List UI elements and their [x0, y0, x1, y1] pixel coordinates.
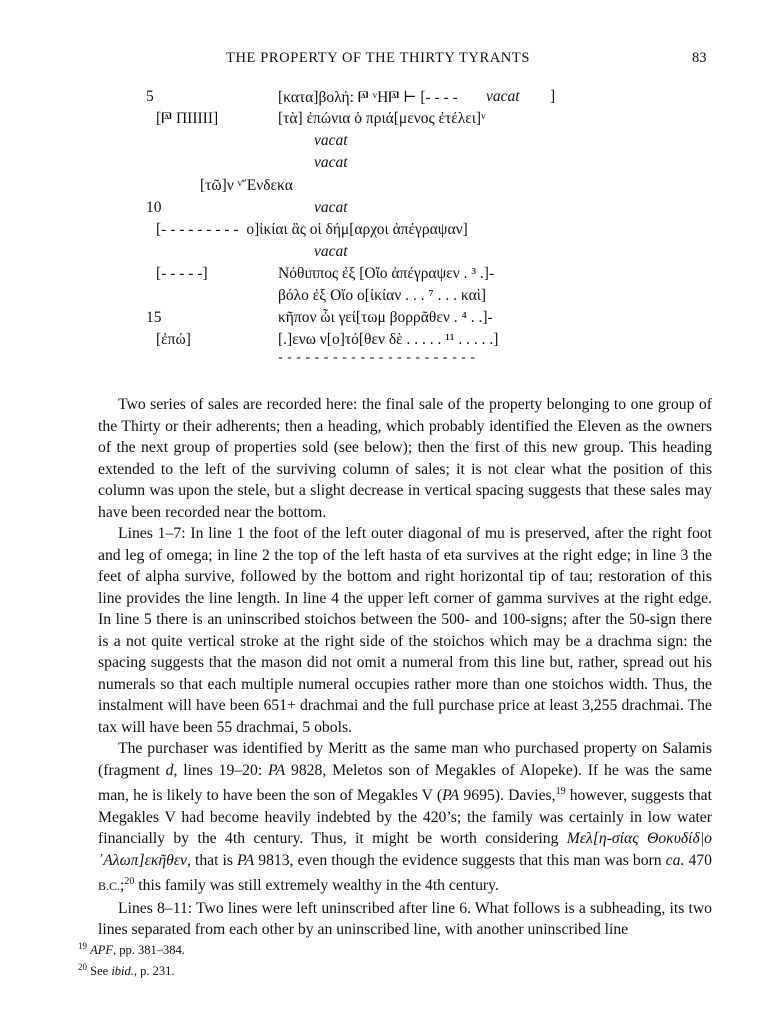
footnotes [78, 938, 678, 980]
line-text: [τὰ] ἐπώνια ὁ πριά[μενος ἐτέλει]ᵛ [278, 110, 486, 127]
running-title: THE PROPERTY OF THE THIRTY TYRANTS [226, 50, 530, 66]
inscription-line-10 [0, 199, 777, 221]
footnote-20: $^{20}$ See ibid., p. 231. [78, 962, 175, 979]
line-text: βόλο ἐξ Οἴο ο[ἰκίαν . . . ⁷ . . . καὶ] [278, 287, 487, 304]
inscription-line-15 [0, 309, 777, 331]
dashed-break-line: - - - - - - - - - - - - - - - - - - - - - - [278, 350, 476, 365]
inscription-text [0, 88, 777, 378]
vacat-mark: vacat [486, 88, 520, 105]
page-number: 83 [692, 50, 707, 66]
marginal-bracket: [- - - - -] [156, 265, 208, 282]
closing-bracket: ] [550, 88, 556, 105]
paragraph: Lines 1–7: In line 1 the foot of the left outer diagonal of mu is preserved, after the right foot and leg of omega; in line 2 the top of the left hasta of eta survives at the right edge; in line 3 the feet of alpha survive, followed by the bottom and right horizontal tip of tau; restoration of this line provides the line length. In line 4 the upper left corner of gamma survives at the right edge. In line 5 there is an uninscribed stoichos between the 500- and 100-signs; after the 50-sign there is a not quite vertical stroke at the right side of the stoichos which may be a drachma sign: the spacing suggests that the mason did not omit a numeral from this line but, rather, spread out his numerals so that each multiple numeral occupies rather more than one stoichos width. Thus, the instalment will have been 651+ drachmai and the full purchase price at least 3,255 drachmai. The tax will have been 55 drachmai, 5 obols. [98, 525, 712, 736]
vacat-mark: vacat [314, 154, 348, 171]
inscription-line-7 [0, 132, 777, 154]
inscription-line-13 [0, 265, 777, 287]
inscription-line-11 [0, 221, 777, 243]
vacat-mark: vacat [314, 199, 348, 216]
footnote-19: $^{19}$ APF, pp. 381–384. [78, 941, 185, 958]
line-number: 10 [146, 199, 162, 216]
inscription-line-9 [0, 177, 777, 199]
line-text: κῆπον ὧι γεί[τωμ βορρᾶθεν . ⁴ . .]- [278, 309, 493, 326]
line-text: Νόθιππος ἐξ [Οἴο ἀπέγραψεν . ³ .]- [278, 265, 495, 282]
subheading-eleven: [τῶ]ν ᵛἝνδεκα [200, 177, 293, 194]
inscription-line-8 [0, 154, 777, 176]
line-text: [.]ενω ν[ο]τό[θεν δὲ . . . . . ¹¹ . . . . .] [278, 331, 499, 348]
vacat-mark: vacat [314, 243, 348, 260]
running-header [0, 50, 777, 70]
marginal-text: [ἐπώ] [156, 331, 191, 348]
vacat-mark: vacat [314, 132, 348, 149]
footnote-ref: 20 [124, 876, 135, 888]
greek-citation: Μελ[η-σίας Θοκυδίδ|ο ᾿Αλωπ]εκῆθεν [98, 830, 712, 869]
line-text: [κατα]βολή: 𐅄 ᵛΗ𐅄 ⊢ [- - - - [278, 89, 458, 106]
commentary-text [98, 394, 712, 941]
inscription-line-5 [0, 88, 777, 110]
line-text: [- - - - - - - - - ο]ἰκίαι ἃς οἱ δήμ[αρχοι ἀπέγραψαν] [156, 221, 468, 238]
paragraph: Lines 8–11: Two lines were left uninscribed after line 6. What follows is a subheading, its two lines separated from each other by an uninscribed line, with another uninscribed line [98, 899, 712, 939]
paragraph: The purchaser was identified by Meritt as the same man who purchased property on Salamis (fragment d, lines 19–20: PA 9828, Meletos son of Megakles of Alopeke). If he was the same man, he is likely to have been the son of Megakles V (PA 9695). Davies,$^{19}$ however, suggests that Megakles V had become heavily indebted by the 420’s; the family was certainly in low water financially by the 4th century. Thus, it might be worth considering Μελ[η-σίας Θοκυδίδ|ο ᾿Αλωπ]εκῆθεν, that is PA 9813, even though the evidence suggests that this man was born ca. 470 B.C.;$^{20}$ this family was still extremely wealthy in the 4th century. [98, 740, 712, 895]
line-number: 15 [146, 309, 162, 326]
marginal-numeral: [𐅄 ΠΙΙΙΙΙ] [156, 110, 219, 127]
footnote-ref: 19 [555, 786, 566, 797]
line-number: 5 [146, 88, 154, 105]
inscription-line-6 [0, 110, 777, 132]
inscription-line-12 [0, 243, 777, 265]
inscription-line-14 [0, 287, 777, 309]
paragraph: Two series of sales are recorded here: the final sale of the property belonging to one group of the Thirty or their adherents; then a heading, which probably identified the Eleven as the owners of the next group of properties sold (see below); then the first of this new group. This heading extended to the left of the surviving column of sales; it is not clear what the position of this column was upon the stele, but a slight decrease in vertical spacing suggests that these sales may have been recorded near the bottom. [98, 396, 712, 521]
